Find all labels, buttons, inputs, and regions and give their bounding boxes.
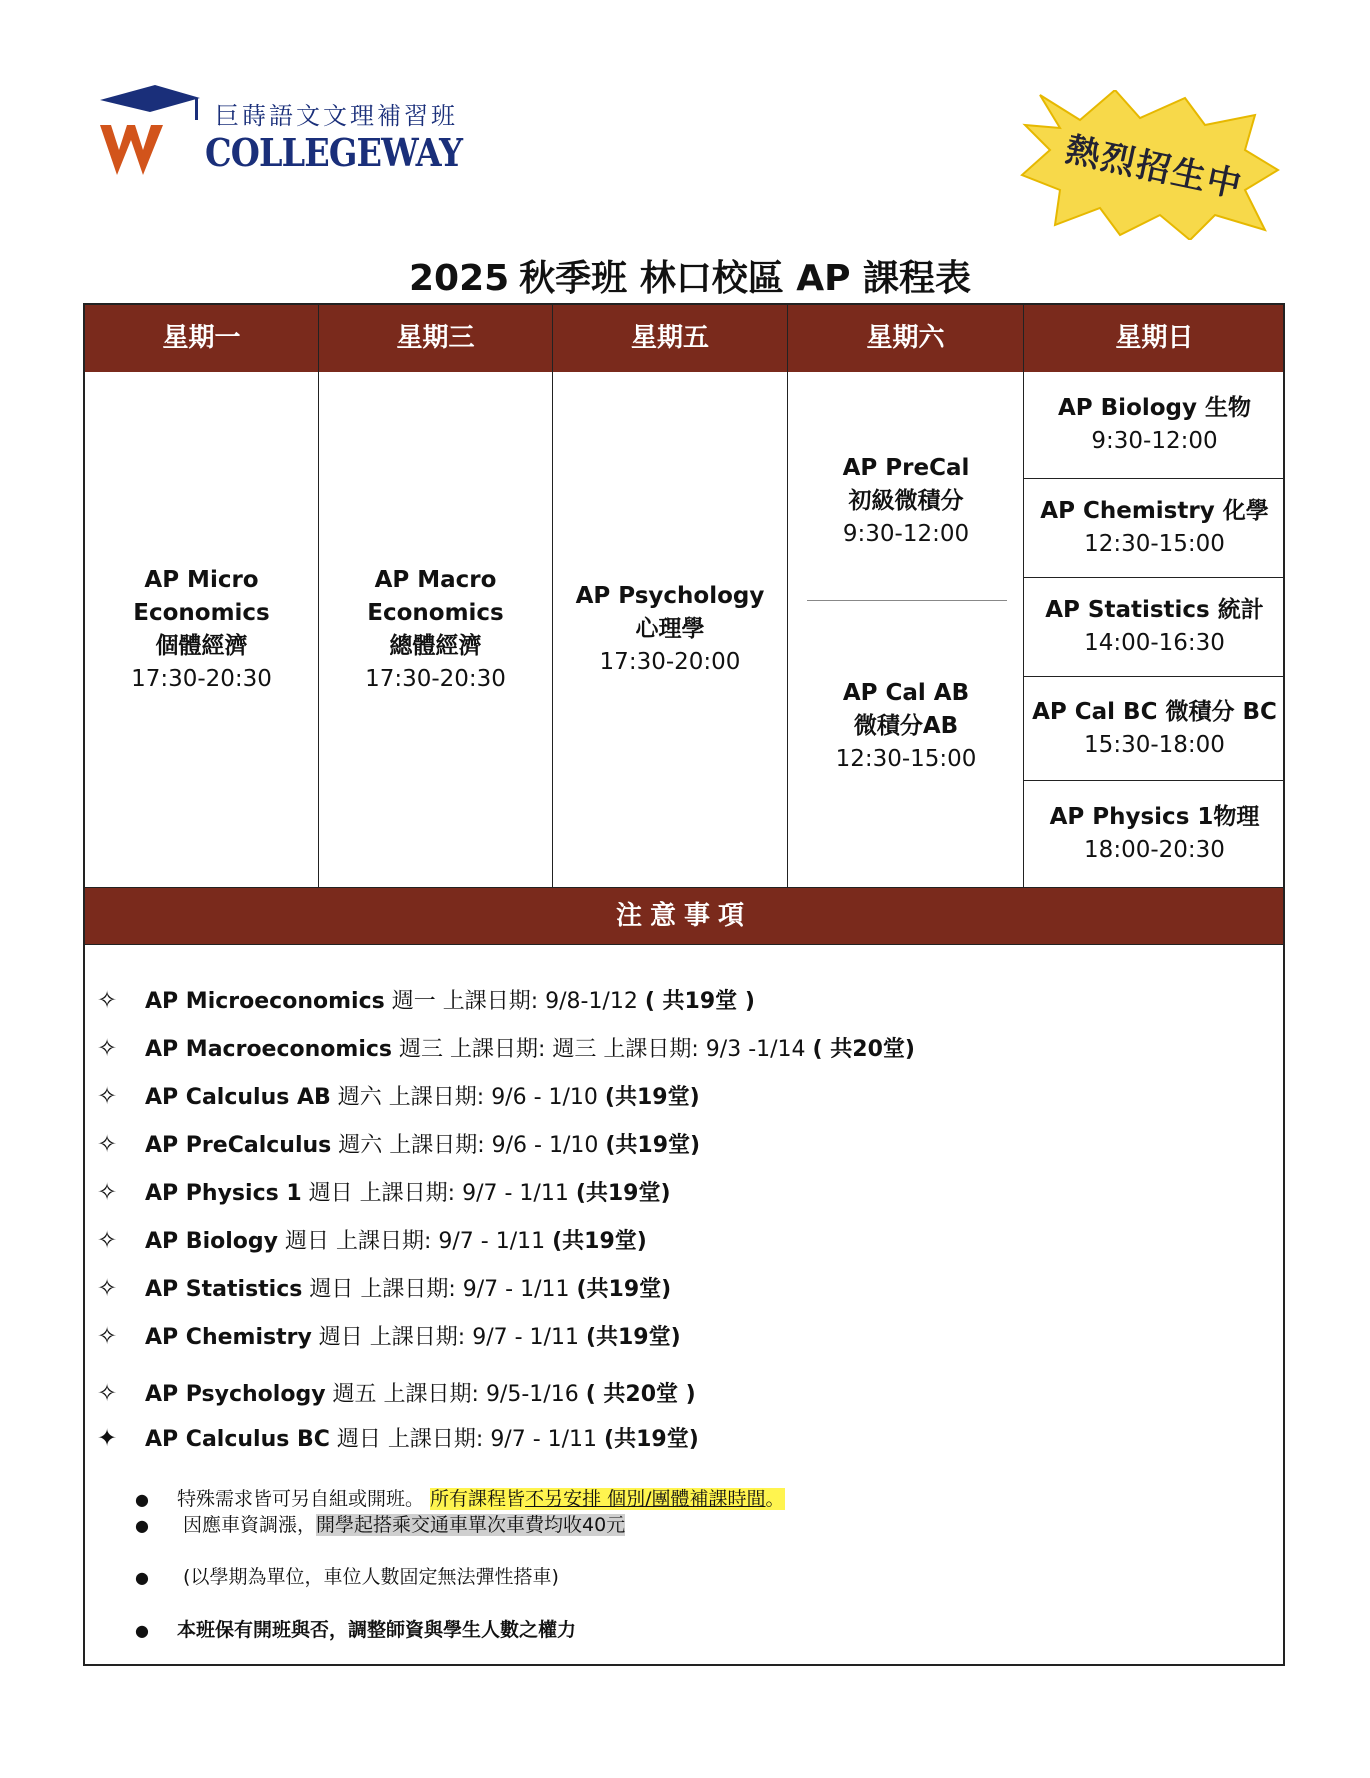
note-dates: 週五 上課日期: 9/5-1/16 [325, 1382, 586, 1407]
course-time: 17:30-20:30 [131, 665, 272, 692]
note-count: (共19堂) [604, 1427, 699, 1452]
star-icon: ✧ [97, 1178, 118, 1206]
course-saturday-precal [788, 452, 1024, 551]
note-dates: 週六 上課日期: 9/6 - 1/10 [331, 1133, 606, 1158]
note-course: AP Calculus BC [145, 1427, 330, 1452]
highlight-part: 所有課程皆 [430, 1488, 526, 1510]
bullet-item [135, 1485, 785, 1514]
course-name: AP Micro [144, 566, 259, 593]
bullet-item [135, 1511, 625, 1540]
note-course: AP PreCalculus [145, 1133, 332, 1158]
course-time: 18:00-20:30 [1084, 837, 1225, 863]
course-saturday-calab [788, 677, 1024, 776]
course-name: AP PreCal [842, 455, 970, 481]
course-time: 12:30-15:00 [1084, 531, 1225, 557]
bullet-icon: ● [135, 1568, 149, 1587]
course-time: 17:30-20:00 [599, 649, 741, 675]
note-count: (共19堂) [585, 1325, 681, 1350]
note-course: AP Biology [145, 1229, 278, 1254]
star-icon: ✧ [97, 1379, 118, 1407]
note-count: ( 共20堂) [812, 1037, 915, 1062]
note-dates: 週六 上課日期: 9/6 - 1/10 [330, 1085, 605, 1110]
sunday-cell [1024, 781, 1285, 887]
course-name-cn: 總體經濟 [389, 632, 482, 659]
note-count: (共19堂) [576, 1277, 672, 1302]
note-course: AP Physics 1 [145, 1181, 302, 1206]
day-header-monday: 星期一 [85, 305, 319, 372]
logo-english-name: COLLEGEWAY [205, 130, 463, 175]
note-course: AP Macroeconomics [145, 1037, 393, 1062]
note-course: AP Microeconomics [145, 989, 385, 1014]
course-name: Economics [133, 599, 270, 626]
promo-text: 熱烈招生中 [1062, 129, 1247, 207]
highlight-text [430, 1488, 784, 1510]
star-icon: ✧ [97, 986, 118, 1014]
note-item [97, 1172, 671, 1212]
course-time: 14:00-16:30 [1084, 630, 1225, 656]
day-header-sunday: 星期日 [1115, 323, 1194, 353]
sunday-cell [1024, 479, 1285, 578]
saturday-divider [807, 600, 1007, 601]
schedule-table [83, 303, 1285, 1666]
course-name: AP Chemistry 化學 [1040, 498, 1269, 524]
course-sunday [1050, 801, 1260, 867]
bullet-text: 特殊需求皆可另自組或開班。 [177, 1488, 431, 1510]
day-header-wednesday: 星期三 [319, 305, 553, 372]
course-time: 9:30-12:00 [842, 521, 970, 547]
course-name: AP Macro [374, 566, 497, 593]
note-count: (共19堂) [604, 1085, 700, 1110]
course-name: AP Cal BC 微積分 BC [1032, 698, 1277, 725]
bullet-text: 本班保有開班與否，調整師資與學生人數之權力 [177, 1619, 577, 1641]
note-item [97, 1076, 700, 1116]
bullet-item [135, 1616, 576, 1645]
course-name: Economics [367, 599, 504, 626]
note-course: AP Statistics [145, 1277, 303, 1302]
note-item [97, 980, 755, 1020]
course-sunday [1045, 594, 1264, 660]
bullet-icon: ● [135, 1490, 149, 1509]
note-item [97, 1268, 671, 1308]
monday-column [85, 372, 319, 887]
note-item [97, 1220, 647, 1260]
course-time: 17:30-20:30 [365, 665, 506, 692]
note-dates: 週日 上課日期: 9/7 - 1/11 [302, 1277, 577, 1302]
note-count: (共19堂) [605, 1133, 701, 1158]
course-name: AP Biology 生物 [1057, 395, 1252, 421]
note-item [97, 1316, 681, 1356]
bullet-icon: ● [135, 1621, 149, 1640]
course-sunday [1058, 392, 1251, 458]
star-icon: ✧ [97, 1322, 118, 1350]
bullet-item [135, 1563, 559, 1592]
course-name-cn: 初級微積分 [848, 488, 964, 514]
note-count: (共19堂) [575, 1181, 671, 1206]
course-name: AP Cal AB [842, 680, 970, 706]
sunday-cell [1024, 677, 1285, 781]
course-sunday [1032, 696, 1277, 762]
wednesday-column [319, 372, 553, 887]
course-friday [576, 580, 765, 679]
note-course: AP Psychology [145, 1382, 326, 1407]
star-icon: ✧ [97, 1034, 118, 1062]
note-dates: 週日 上課日期: 9/7 - 1/11 [277, 1229, 553, 1254]
day-header-saturday: 星期六 [788, 305, 1024, 372]
course-name: AP Statistics 統計 [1045, 597, 1264, 623]
course-wednesday [365, 564, 506, 696]
day-header-row [85, 305, 1283, 372]
bullet-text: (以學期為單位，車位人數固定無法彈性搭車) [177, 1566, 559, 1588]
course-sunday [1040, 495, 1268, 561]
highlight-text: 開學起搭乘交通車單次車費均收40元 [316, 1514, 626, 1536]
note-dates: 週一 上課日期: 9/8-1/12 [384, 989, 645, 1014]
note-dates: 週三 上課日期: 週三 上課日期: 9/3 -1/14 [392, 1037, 813, 1062]
course-time: 9:30-12:00 [1091, 428, 1218, 454]
bullet-text: 因應車資調漲， [177, 1514, 317, 1536]
note-count: ( 共19堂 ) [644, 989, 755, 1014]
sunday-cell [1024, 372, 1285, 479]
course-time: 12:30-15:00 [835, 746, 977, 772]
course-name-cn: 微積分AB [853, 713, 959, 739]
note-dates: 週日 上課日期: 9/7 - 1/11 [301, 1181, 576, 1206]
notice-header: 注意事項 [85, 887, 1283, 945]
logo-chinese-name: 巨蒔語文文理補習班 [215, 102, 458, 130]
title-year: 2025 [408, 258, 510, 299]
course-name-cn: 心理學 [635, 616, 705, 642]
friday-column [553, 372, 788, 887]
bullet-icon: ● [135, 1516, 149, 1535]
note-dates: 週日 上課日期: 9/7 - 1/11 [311, 1325, 586, 1350]
course-name-cn: 個體經濟 [155, 632, 248, 659]
graduation-cap-icon [95, 80, 215, 190]
note-dates: 週日 上課日期: 9/7 - 1/11 [329, 1427, 605, 1452]
note-item [97, 1418, 699, 1458]
star-icon: ✧ [97, 1130, 118, 1158]
star-icon: ✧ [97, 1274, 118, 1302]
note-course: AP Chemistry [145, 1325, 312, 1350]
star-icon: ✧ [97, 1082, 118, 1110]
sunday-cell [1024, 578, 1285, 677]
collegeway-logo [95, 80, 475, 200]
day-header-friday: 星期五 [553, 305, 788, 372]
title-text: 秋季班 林口校區 AP 課程表 [519, 258, 972, 299]
underlined-text: 不另安排 個別/團體補課時間 [525, 1488, 766, 1510]
course-name: AP Physics 1物理 [1049, 804, 1260, 830]
saturday-column [788, 372, 1024, 887]
course-monday [131, 564, 272, 696]
course-name: AP Psychology [575, 583, 765, 609]
note-item [97, 1373, 696, 1413]
note-count: ( 共20堂 ) [585, 1382, 696, 1407]
highlight-part: 。 [765, 1488, 785, 1510]
note-item [97, 1028, 915, 1068]
note-item [97, 1124, 700, 1164]
note-course: AP Calculus AB [145, 1085, 331, 1110]
note-count: (共19堂) [552, 1229, 647, 1254]
course-time: 15:30-18:00 [1084, 731, 1225, 758]
star-icon: ✦ [97, 1424, 118, 1452]
page-title [0, 250, 1370, 301]
star-icon: ✧ [97, 1226, 118, 1254]
